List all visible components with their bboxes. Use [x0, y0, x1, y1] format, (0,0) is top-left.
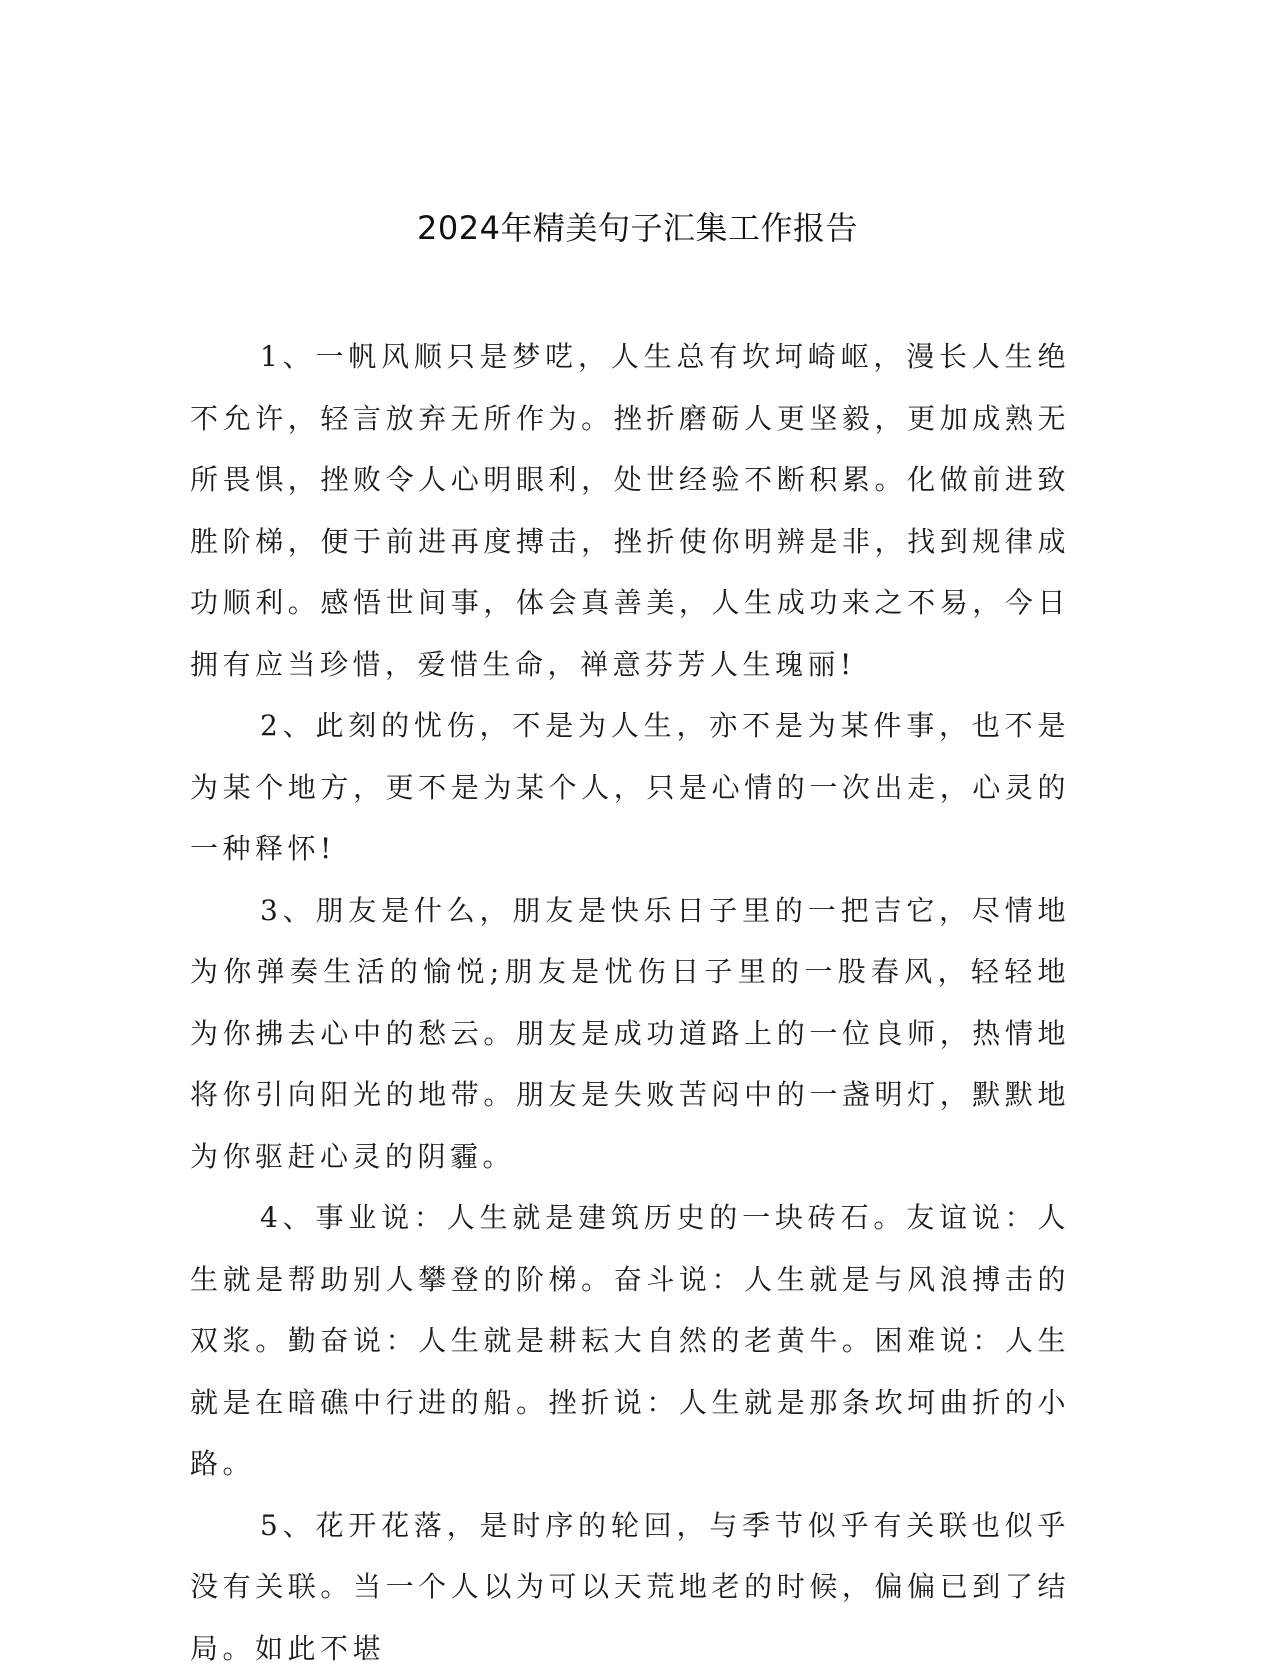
paragraph-3: 3、朋友是什么，朋友是快乐日子里的一把吉它，尽情地为你弹奏生活的愉悦;朋友是忧伤日子里的一股春风，轻轻地为你拂去心中的愁云。朋友是成功道路上的一位良师，热情地将你引向阳光的地带。朋友是失败苦闷中的一盏明灯，默默地为你驱赶心灵的阴霾。	[190, 880, 1070, 1188]
paragraph-1: 1、一帆风顺只是梦呓，人生总有坎坷崎岖，漫长人生绝不允许，轻言放弃无所作为。挫折磨砺人更坚毅，更加成熟无所畏惧，挫败令人心明眼利，处世经验不断积累。化做前进致胜阶梯，便于前进再度搏击，挫折使你明辨是非，找到规律成功顺利。感悟世间事，体会真善美，人生成功来之不易，今日拥有应当珍惜，爱惜生命，禅意芬芳人生瑰丽!	[190, 326, 1070, 695]
document-title: 2024年精美句子汇集工作报告	[0, 206, 1275, 250]
paragraph-4: 4、事业说：人生就是建筑历史的一块砖石。友谊说：人生就是帮助别人攀登的阶梯。奋斗说：人生就是与风浪搏击的双浆。勤奋说：人生就是耕耘大自然的老黄牛。困难说：人生就是在暗礁中行进的船。挫折说：人生就是那条坎坷曲折的小路。	[190, 1187, 1070, 1495]
document-body	[190, 326, 1070, 1679]
paragraph-5: 5、花开花落，是时序的轮回，与季节似乎有关联也似乎没有关联。当一个人以为可以天荒地老的时候，偏偏已到了结局。如此不堪	[190, 1495, 1070, 1679]
paragraph-2: 2、此刻的忧伤，不是为人生，亦不是为某件事，也不是为某个地方，更不是为某个人，只是心情的一次出走，心灵的一种释怀!	[190, 695, 1070, 880]
